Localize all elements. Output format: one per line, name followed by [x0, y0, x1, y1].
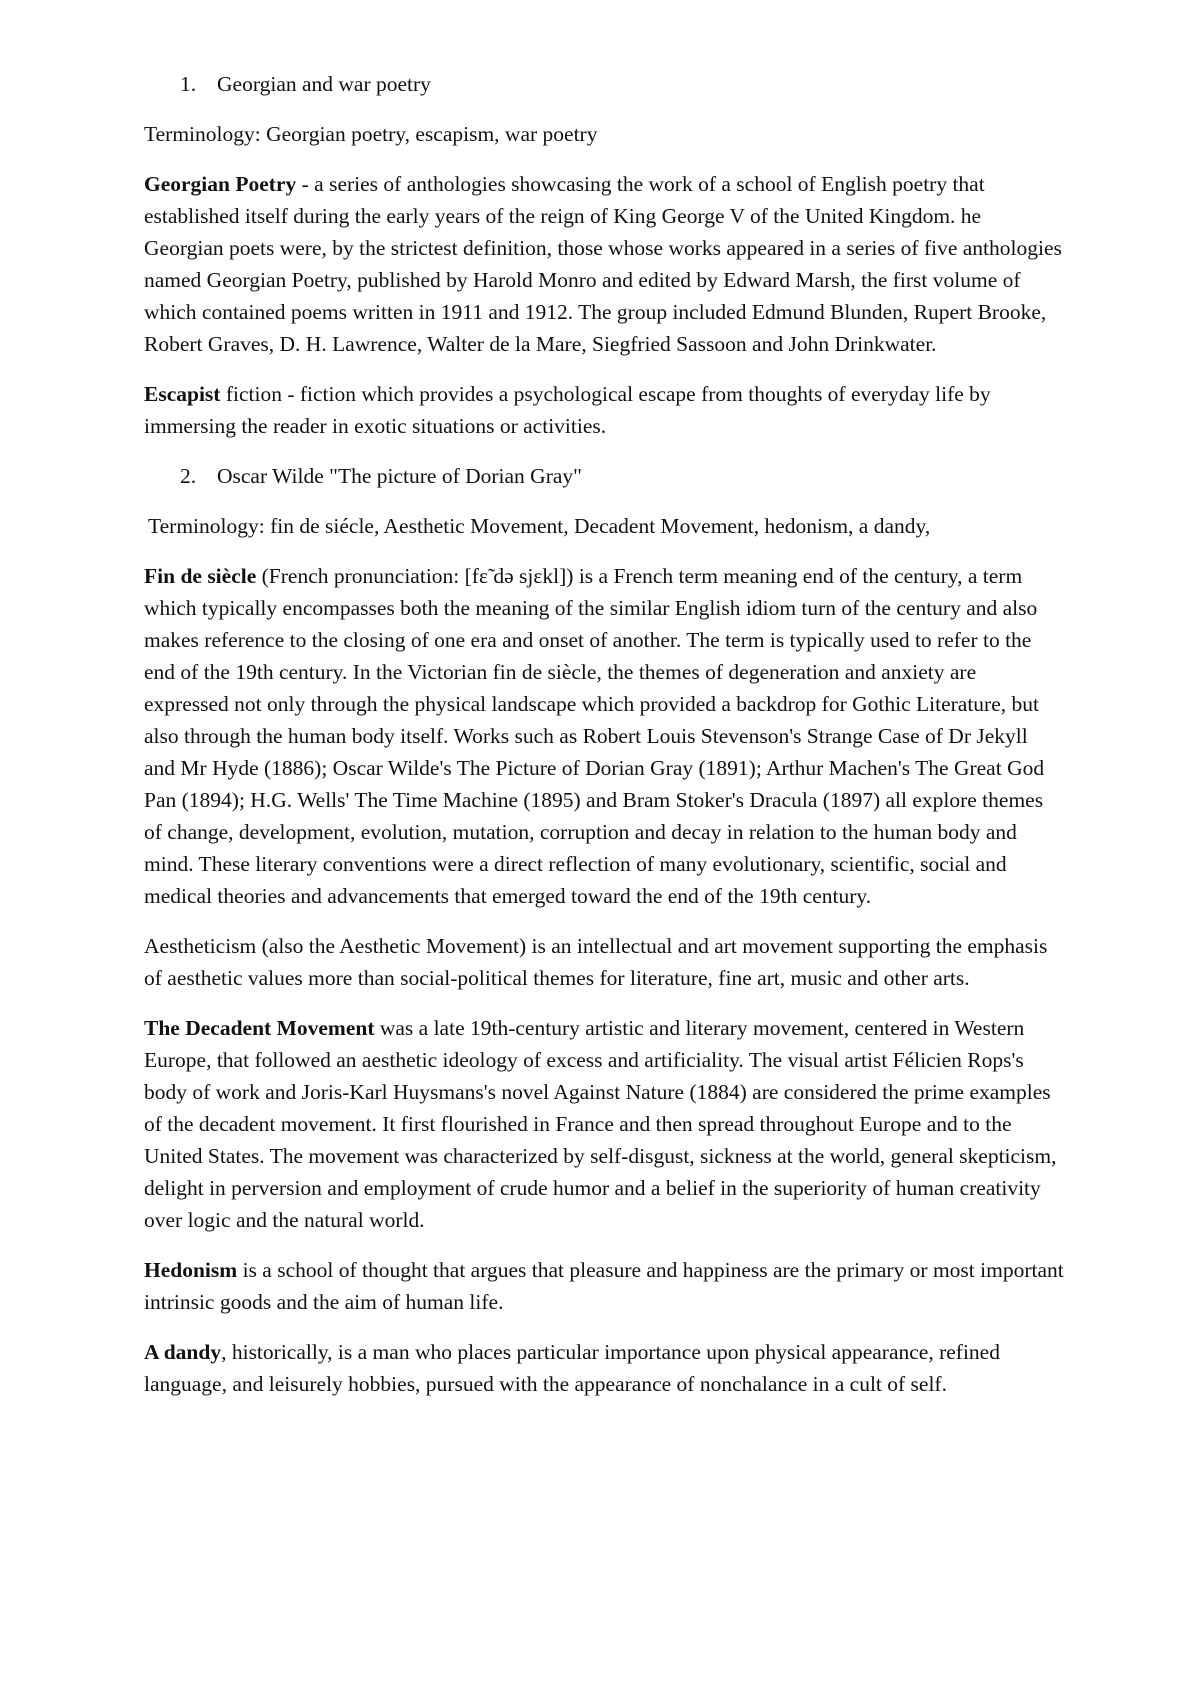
section-2-terminology: Terminology: fin de siécle, Aesthetic Movement, Decadent Movement, hedonism, a dandy, [148, 514, 931, 538]
section-1-heading [144, 68, 1064, 100]
decadent-movement-definition: was a late 19th-century artistic and literary movement, centered in Western Europe, that followed an aesthetic ideology of excess and artificiality. The visual artist Félicien Rops's body of work and Joris-Karl Huysmans's novel Against Nature (1884) are considered the prime examples of the decadent movement. It first flourished in France and then spread throughout Europe and to the United States. The movement was characterized by self-disgust, sickness at the world, general skepticism, delight in perversion and employment of crude humor and a belief in the superiority of human creativity over logic and the natural world. [144, 1016, 1057, 1232]
section-1-title: Georgian and war poetry [217, 72, 431, 96]
section-1-number: 1. [180, 72, 197, 96]
section-2-heading [144, 460, 1064, 492]
section-1-terminology: Terminology: Georgian poetry, escapism, war poetry [144, 122, 598, 146]
section-2-number: 2. [180, 464, 197, 488]
escapist-definition: fiction - fiction which provides a psychological escape from thoughts of everyday life by immersing the reader in exotic situations or activities. [144, 382, 991, 438]
georgian-poetry-definition: - a series of anthologies showcasing the work of a school of English poetry that established itself during the early years of the reign of King George V of the United Kingdom. he Georgian poets were, by the strictest definition, those whose works appeared in a series of five anthologies named Georgian Poetry, published by Harold Monro and edited by Edward Marsh, the first volume of which contained poems written in 1911 and 1912. The group included Edmund Blunden, Rupert Brooke, Robert Graves, D. H. Lawrence, Walter de la Mare, Siegfried Sassoon and John Drinkwater. [144, 172, 1062, 356]
dandy-term: A dandy [144, 1340, 222, 1364]
dandy-paragraph [144, 1336, 1064, 1400]
document-page [144, 68, 1064, 1418]
decadent-movement-term: The Decadent Movement [144, 1016, 375, 1040]
fin-de-siecle-definition: (French pronunciation: [fɛ̃ də sjɛkl]) is a French term meaning end of the century, a term which typically encompasses both the meaning of the similar English idiom turn of the century and also makes reference to the closing of one era and onset of another. The term is typically used to refer to the end of the 19th century. In the Victorian fin de siècle, the themes of degeneration and anxiety are expressed not only through the physical landscape which provided a backdrop for Gothic Literature, but also through the human body itself. Works such as Robert Louis Stevenson's Strange Case of Dr Jekyll and Mr Hyde (1886); Oscar Wilde's The Picture of Dorian Gray (1891); Arthur Machen's The Great God Pan (1894); H.G. Wells' The Time Machine (1895) and Bram Stoker's Dracula (1897) all explore themes of change, development, evolution, mutation, corruption and decay in relation to the human body and mind. These literary conventions were a direct reflection of many evolutionary, scientific, social and medical theories and advancements that emerged toward the end of the 19th century. [144, 564, 1045, 908]
hedonism-definition: is a school of thought that argues that pleasure and happiness are the primary or most important intrinsic goods and the aim of human life. [144, 1258, 1064, 1314]
escapist-paragraph [144, 378, 1064, 442]
hedonism-term: Hedonism [144, 1258, 238, 1282]
escapist-term: Escapist [144, 382, 221, 406]
decadent-movement-paragraph [144, 1012, 1064, 1236]
hedonism-paragraph [144, 1254, 1064, 1318]
aestheticism-paragraph: Aestheticism (also the Aesthetic Movement) is an intellectual and art movement supporting the emphasis of aesthetic values more than social-political themes for literature, fine art, music and other arts. [144, 934, 1048, 990]
georgian-poetry-term: Georgian Poetry [144, 172, 297, 196]
dandy-definition: , historically, is a man who places particular importance upon physical appearance, refined language, and leisurely hobbies, pursued with the appearance of nonchalance in a cult of self. [144, 1340, 1000, 1396]
section-2-title: Oscar Wilde "The picture of Dorian Gray" [217, 464, 582, 488]
fin-de-siecle-paragraph [144, 560, 1064, 912]
georgian-poetry-paragraph [144, 168, 1064, 360]
fin-de-siecle-term: Fin de siècle [144, 564, 257, 588]
